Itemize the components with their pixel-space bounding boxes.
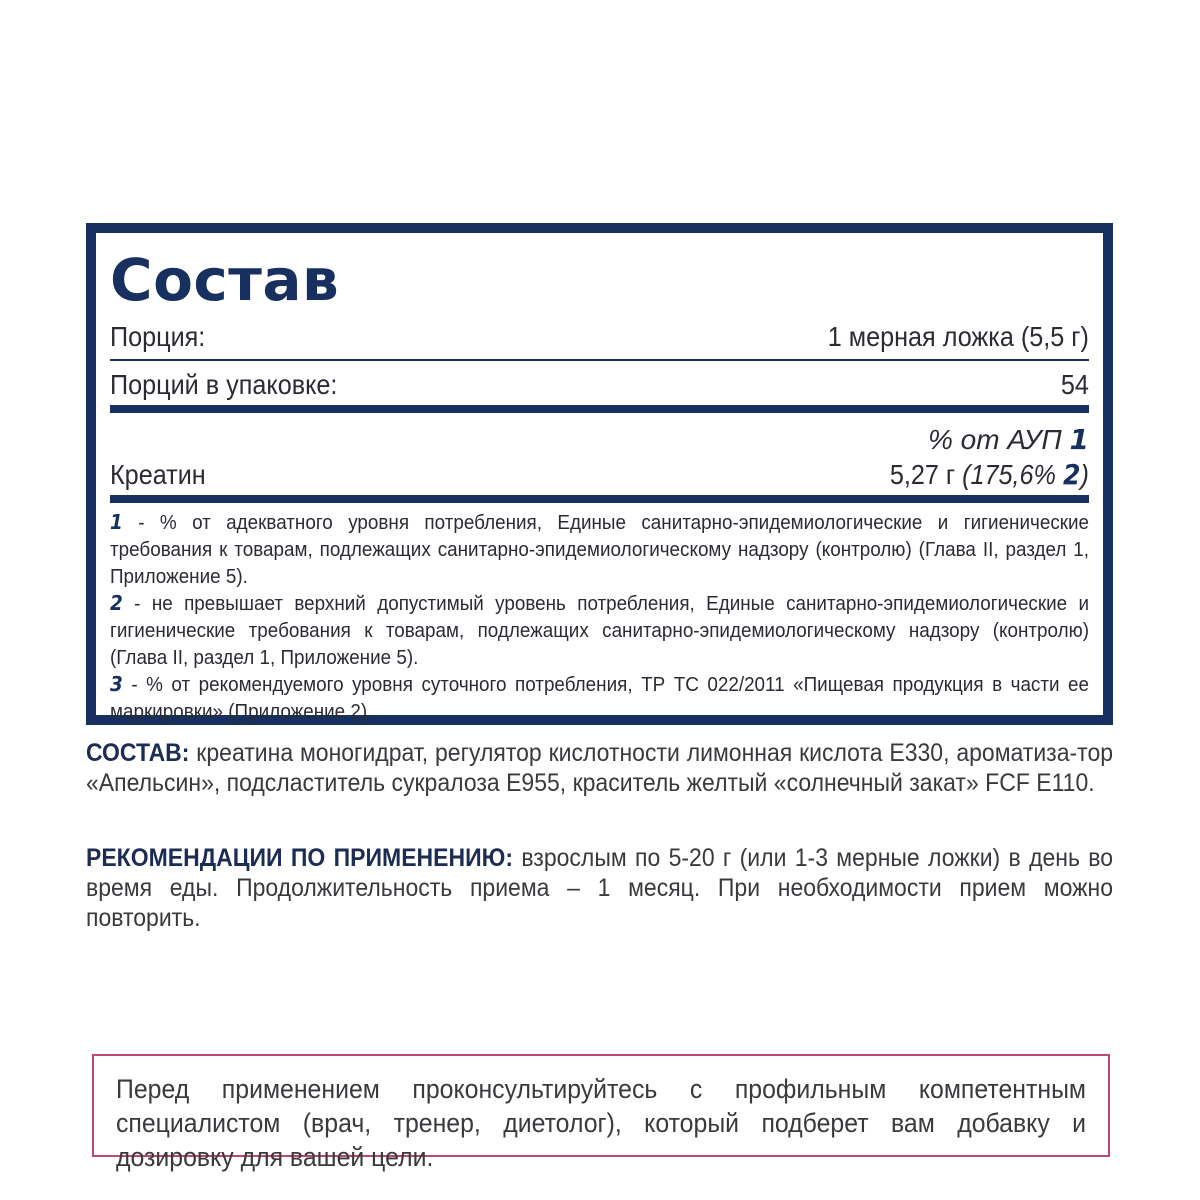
servings-per-pack-row [110, 361, 1089, 401]
usage-section [86, 843, 1113, 933]
nutrition-facts-panel [86, 223, 1113, 725]
footnote-number: 1 [110, 510, 123, 534]
footnote-1 [110, 509, 1089, 590]
footnote-3 [110, 671, 1089, 725]
serving-label: Порция: [110, 321, 206, 352]
composition-text: креатина моногидрат, регулятор кислотности лимонная кислота Е330, ароматиза-тор «Апельсин», подсластитель сукралоза Е955, краситель желтый «солнечный закат» FCF Е110. [86, 739, 1114, 797]
warning-text: Перед применением проконсультируйтесь с профильным компетентным специалистом (врач, тренер, диетолог), который подберет вам добавку и дозировку для вашей цели. [116, 1074, 1087, 1172]
usage-label: РЕКОМЕНДАЦИИ ПО ПРИМЕНЕНИЮ: [86, 844, 514, 872]
footnote-2 [110, 590, 1089, 671]
ingredient-values [890, 458, 1089, 491]
serving-value: 1 мерная ложка (5,5 г) [827, 321, 1089, 352]
divider-thick [110, 495, 1089, 503]
footnote-text: - % от адекватного уровня потребления, Единые санитарно-эпидемиологические и гигиенические требования к товарам, подлежащих санитарно-эпидемиологическому надзору (контролю) (Глава II, раздел 1, Приложение 5). [110, 511, 1090, 588]
ingredient-percent: (175,6% [962, 459, 1056, 490]
composition-label: СОСТАВ: [86, 739, 190, 767]
servings-per-pack-label: Порций в упаковке: [110, 369, 338, 400]
consultation-warning [92, 1054, 1110, 1172]
divider-thick [110, 405, 1089, 413]
footnote-number: 2 [110, 591, 123, 615]
serving-row [110, 313, 1089, 353]
ingredient-amount: 5,27 г [889, 459, 956, 490]
footnotes [110, 509, 1089, 725]
ingredient-close-paren: ) [1080, 459, 1089, 490]
ingredient-row [110, 455, 1089, 491]
footnote-text: - не превышает верхний допустимый уровень потребления, Единые санитарно-эпидемиологические и гигиенические требования к товарам, подлежащих санитарно-эпидемиологическому надзору (контролю) (Глава II, раздел 1, Приложение 5). [110, 592, 1090, 669]
facts-title: Состав [110, 246, 340, 314]
footnote-number: 3 [110, 672, 123, 696]
rdi-header-label: % от АУП [928, 424, 1062, 455]
footnote-text: - % от рекомендуемого уровня суточного потребления, ТР ТС 022/2011 «Пищевая продукция в части ее маркировки» (Приложение 2). [110, 673, 1090, 723]
usage-text: взрослым по 5-20 г (или 1-3 мерные ложки) в день во время еды. Продолжительность приема – 1 месяц. При необходимости прием можно повторить. [86, 844, 1114, 932]
servings-per-pack-value: 54 [1060, 369, 1089, 400]
rdi-header-footnote-ref: 1 [1069, 423, 1089, 456]
rdi-header [110, 423, 1089, 455]
composition-section [86, 738, 1113, 798]
ingredient-footnote-ref: 2 [1062, 458, 1081, 491]
ingredient-name: Креатин [110, 459, 206, 490]
